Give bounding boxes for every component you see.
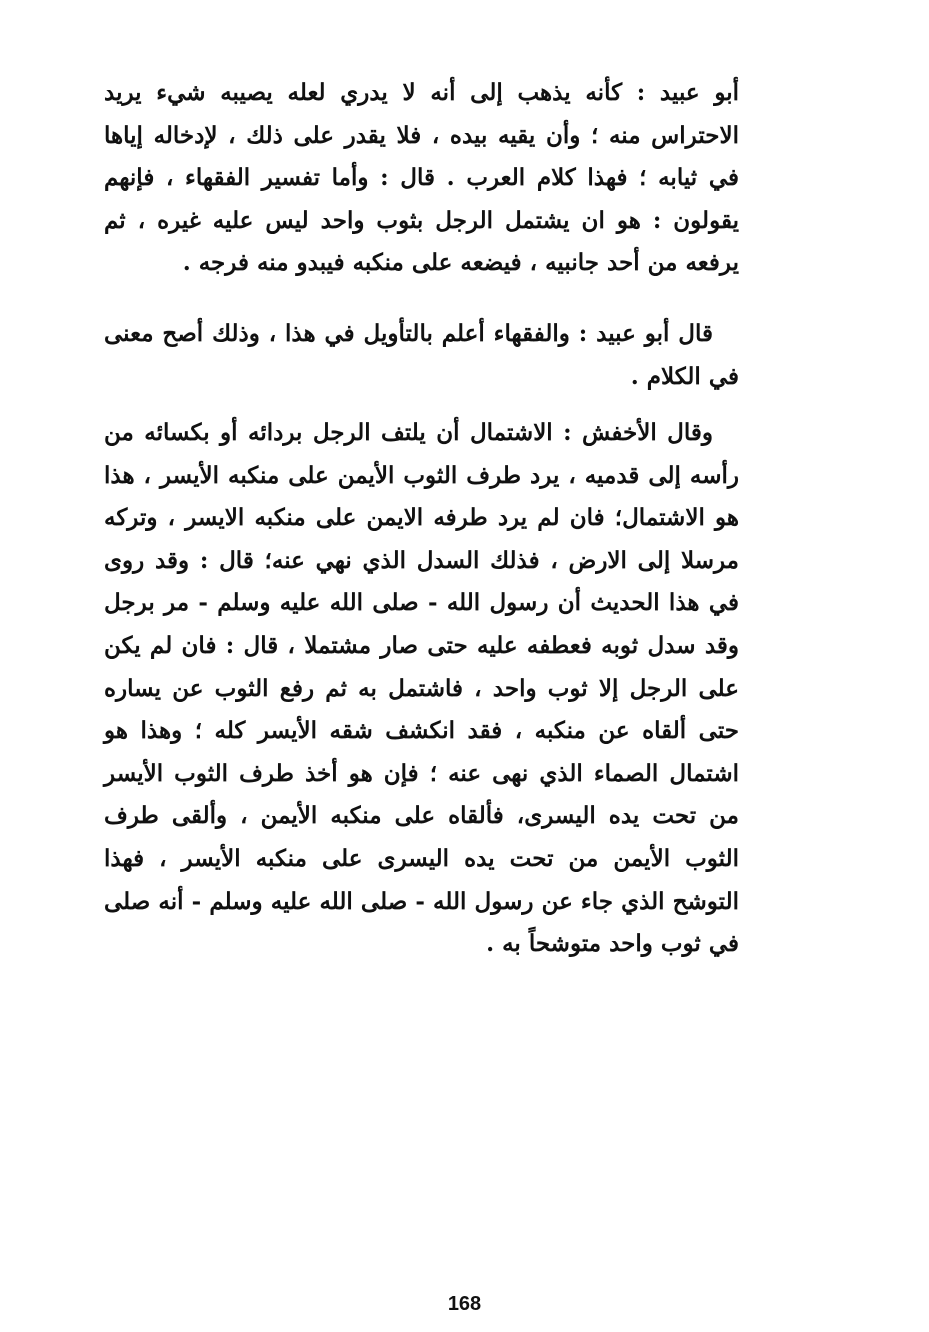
- page-number: 168: [447, 1293, 482, 1315]
- paragraph-2: قال أبو عبيد : والفقهاء أعلم بالتأويل في هذا ، وذلك أصح معنى في الكلام .: [104, 320, 739, 390]
- paragraph-1: أبو عبيد : كأنه يذهب إلى أنه لا يدري لعله يصيبه شيء يريد الاحتراس منه ؛ وأن يقيه بيده ، فلا يقدر على ذلك ، لإدخاله إياها في ثيابه ؛ فهذا كلام العرب . قال : وأما تفسير الفقهاء ، فإنهم يقولون : هو ان يشتمل الرجل بثوب واحد ليس عليه غيره ، ثم يرفعه من أحد جانبيه ، فيضعه على منكبه فيبدو منه فرجه .: [104, 79, 739, 277]
- paragraph-3: وقال الأخفش : الاشتمال أن يلتف الرجل بردائه أو بكسائه من رأسه إلى قدميه ، يرد طرف الثوب الأيمن على منكبه الأيسر ، هذا هو الاشتمال؛ فان لم يرد طرفه الايمن على منكبه الايسر ، وتركه مرسلا إلى الارض ، فذلك السدل الذي نهي عنه؛ قال : وقد روى في هذا الحديث أن رسول الله - صلى الله عليه وسلم - مر برجل وقد سدل ثوبه فعطفه عليه حتى صار مشتملا ، قال : فان لم يكن على الرجل إلا ثوب واحد ، فاشتمل به ثم رفع الثوب عن يساره حتى ألقاه عن منكبه ، فقد انكشف شقه الأيسر كله ؛ وهذا هو اشتمال الصماء الذي نهى عنه ؛ فإن هو أخذ طرف الثوب الأيسر من تحت يده اليسرى، فألقاه على منكبه الأيمن ، وألقى طرف الثوب الأيمن من تحت يده اليسرى على منكبه الأيسر ، فهذا التوشح الذي جاء عن رسول الله - صلى الله عليه وسلم - أنه صلى في ثوب واحد متوشحاً به .: [104, 419, 739, 958]
